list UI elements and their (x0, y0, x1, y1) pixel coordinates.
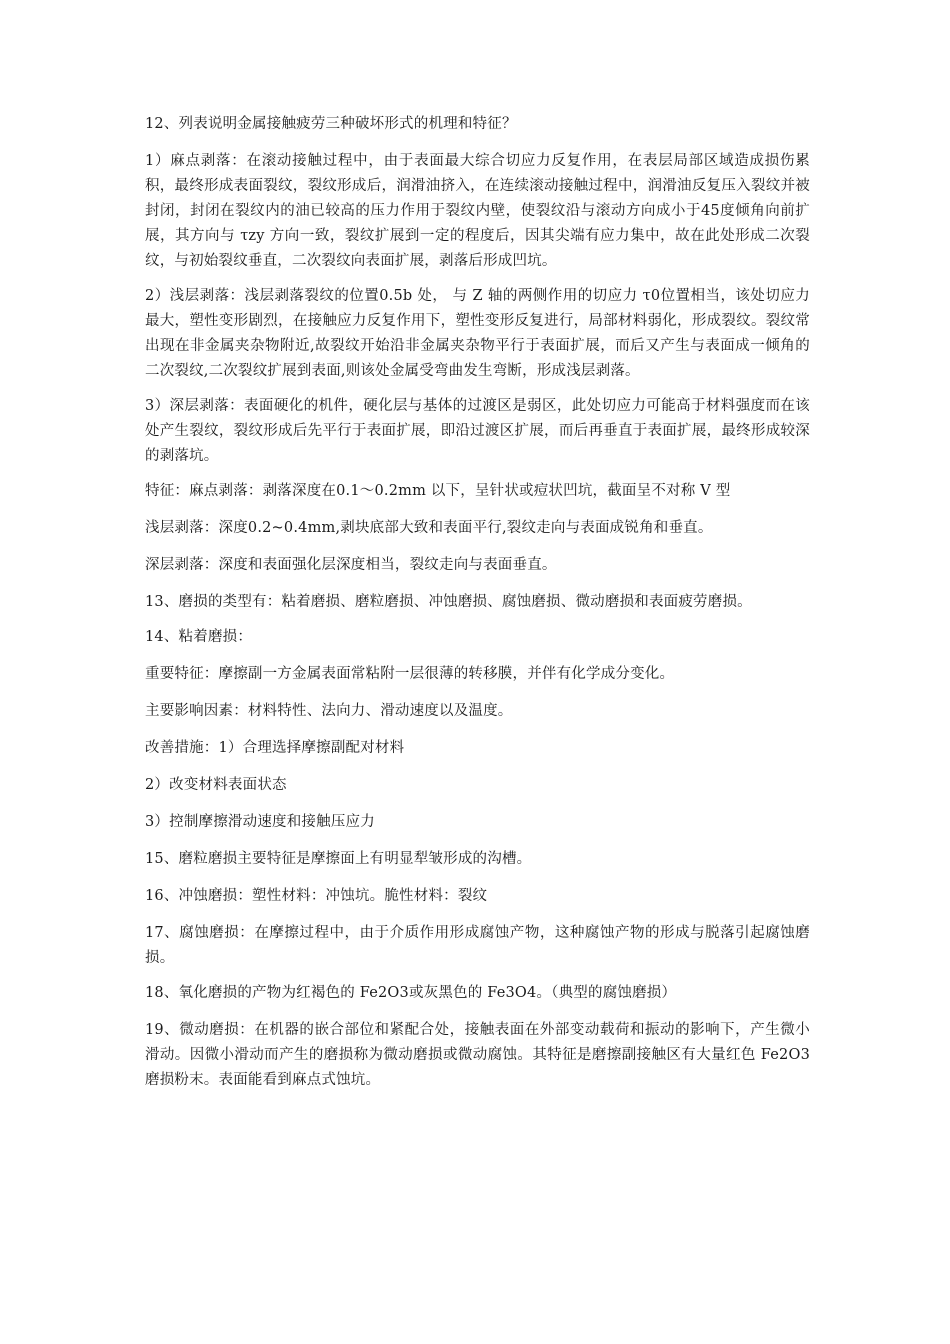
question-12-heading: 12、列表说明金属接触疲劳三种破坏形式的机理和特征？ (145, 116, 517, 132)
adhesive-wear-factors: 主要影响因素：材料特性、法向力、滑动速度以及温度。 (145, 703, 513, 719)
question-19-paragraph: 19、微动磨损：在机器的嵌合部位和紧配合处，接触表面在外部变动载荷和振动的影响下，产生微小滑动。因微小滑动而产生的磨损称为微动磨损或微动腐蚀。其特征是磨擦副接触区有大量红色 Fe2O3磨损粉末。表面能看到麻点式蚀坑。 (145, 1022, 810, 1088)
pitting-spalling-paragraph: 1）麻点剥落：在滚动接触过程中，由于表面最大综合切应力反复作用，在表层局部区域造成损伤累积，最终形成表面裂纹，裂纹形成后，润滑油挤入，在连续滚动接触过程中，润滑油反复压入裂纹并被封闭，封闭在裂纹内的油已较高的压力作用于裂纹内壁，使裂纹沿与滚动方向成小于45度倾角向前扩展，其方向与 τzy 方向一致，裂纹扩展到一定的程度后，因其尖端有应力集中，故在此处形成二次裂纹，与初始裂纹垂直，二次裂纹向表面扩展，剥落后形成凹坑。 (145, 153, 810, 269)
adhesive-wear-feature: 重要特征：摩擦副一方金属表面常粘附一层很薄的转移膜，并伴有化学成分变化。 (145, 666, 675, 682)
question-18-paragraph: 18、氧化磨损的产物为红褐色的 Fe2O3或灰黑色的 Fe3O4。（典型的腐蚀磨损） (145, 985, 677, 1001)
question-14-heading: 14、粘着磨损： (145, 629, 253, 645)
improvement-measure-3: 3）控制摩擦滑动速度和接触压应力 (145, 814, 375, 830)
deep-spalling-paragraph: 3）深层剥落：表面硬化的机件，硬化层与基体的过渡区是弱区，此处切应力可能高于材料强度而在该处产生裂纹，裂纹形成后先平行于表面扩展，即沿过渡区扩展，而后再垂直于表面扩展，最终形成较深的剥落坑。 (145, 398, 810, 464)
document-page (145, 112, 810, 1103)
improvement-measure-1: 改善措施：1）合理选择摩擦副配对材料 (145, 740, 405, 756)
features-deep-line: 深层剥落：深度和表面强化层深度相当，裂纹走向与表面垂直。 (145, 557, 557, 573)
improvement-measure-2: 2）改变材料表面状态 (145, 777, 287, 793)
question-16-paragraph: 16、冲蚀磨损：塑性材料：冲蚀坑。脆性材料：裂纹 (145, 888, 488, 904)
features-pitting-line: 特征：麻点剥落：剥落深度在0.1～0.2mm 以下，呈针状或痘状凹坑，截面呈不对称 V 型 (145, 483, 731, 499)
question-13-paragraph: 13、磨损的类型有：粘着磨损、磨粒磨损、冲蚀磨损、腐蚀磨损、微动磨损和表面疲劳磨损。 (145, 594, 752, 610)
shallow-spalling-paragraph: 2）浅层剥落：浅层剥落裂纹的位置0.5b 处， 与 Z 轴的两侧作用的切应力 τ0位置相当，该处切应力最大，塑性变形剧烈，在接触应力反复作用下，塑性变形反复进行，局部材料弱化，形成裂纹。裂纹常出现在非金属夹杂物附近,故裂纹开始沿非金属夹杂物平行于表面扩展，而后又产生与表面成一倾角的二次裂纹,二次裂纹扩展到表面,则该处金属受弯曲发生弯断，形成浅层剥落。 (145, 288, 810, 379)
question-17-paragraph: 17、腐蚀磨损：在摩擦过程中，由于介质作用形成腐蚀产物，这种腐蚀产物的形成与脱落引起腐蚀磨损。 (145, 925, 810, 966)
question-15-paragraph: 15、磨粒磨损主要特征是摩擦面上有明显犁皱形成的沟槽。 (145, 851, 532, 867)
features-shallow-line: 浅层剥落：深度0.2~0.4mm,剥块底部大致和表面平行,裂纹走向与表面成锐角和垂直。 (145, 520, 713, 536)
